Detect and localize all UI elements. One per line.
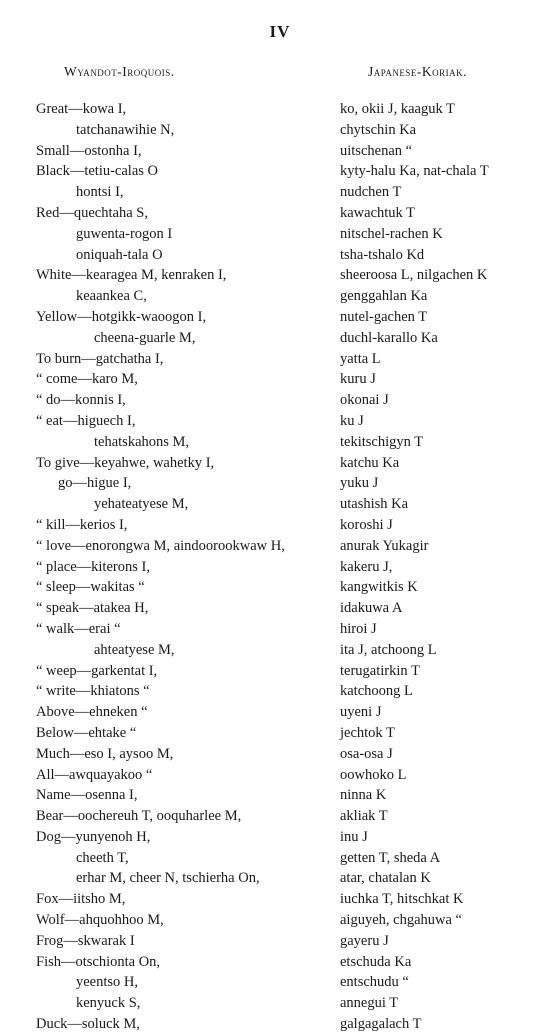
left-entry-line: go—higue I, — [58, 475, 132, 492]
right-entry-line: utashish Ka — [340, 496, 409, 513]
right-entry-line: kangwitkis K — [340, 579, 418, 596]
right-entry-line: tsha-tshalo Kd — [340, 246, 425, 263]
left-entry-line: White—kearagea M, kenraken I, — [36, 267, 227, 284]
left-entry-line: tehatskahons M, — [94, 433, 190, 450]
right-entry-line: uitschenan “ — [340, 142, 413, 159]
right-entry-line: nutel-gachen T — [340, 308, 428, 325]
right-entry-line: osa-osa J — [340, 745, 393, 762]
right-entry-line: atar, chatalan K — [340, 870, 431, 887]
right-entry-line: ita J, atchoong L — [340, 641, 437, 658]
left-entry-line: “ love—enorongwa M, aindoorookwaw H, — [36, 537, 285, 554]
left-column-header: Wyandot-Iroquois. — [64, 64, 175, 79]
page-number: IV — [269, 22, 291, 41]
right-entry-line: chytschin Ka — [340, 121, 417, 138]
right-entry-line: ku J — [340, 412, 364, 429]
right-entry-line: anurak Yukagir — [340, 537, 429, 554]
right-entry-line: kyty-halu Ka, nat-chala T — [340, 163, 489, 180]
right-entry-line: etschuda Ka — [340, 953, 412, 970]
left-entry-line: Fox—iitsho M, — [36, 891, 126, 908]
right-entry-line: annegui T — [340, 995, 399, 1012]
left-entry-line: oniquah-tala O — [76, 246, 163, 263]
left-entry-line: Bear—oochereuh T, ooquharlee M, — [36, 808, 242, 825]
right-entry-line: akliak T — [340, 808, 388, 825]
right-entry-line: hiroi J — [340, 620, 377, 637]
left-entry-line: Small—ostonha I, — [36, 142, 142, 159]
left-entry-line: “ do—konnis I, — [36, 392, 126, 409]
japanese-koriak-column — [340, 99, 550, 1035]
left-entry-line: yehateatyese M, — [94, 496, 189, 513]
left-entry-line: To burn—gatchatha I, — [36, 350, 164, 367]
right-entry-line: ninna K — [340, 787, 387, 804]
left-entry-line: “ weep—garkentat I, — [36, 662, 158, 679]
right-entry-line: kuru J — [340, 371, 376, 388]
right-entry-line: kakeru J, — [340, 558, 393, 575]
left-entry-line: “ come—karo M, — [36, 371, 138, 388]
right-entry-line: koroshi J — [340, 516, 393, 533]
left-entry-line: Great—kowa I, — [36, 101, 127, 117]
left-entry-line: erhar M, cheer N, tschierha On, — [76, 870, 260, 887]
left-entry-line: To give—keyahwe, wahetky I, — [36, 454, 215, 471]
right-entry-line: idakuwa A — [340, 600, 403, 617]
left-entry-line: Dog—yunyenoh H, — [36, 828, 151, 845]
left-entry-line: “ walk—erai “ — [36, 620, 121, 637]
right-entry-line: genggahlan Ka — [340, 288, 428, 305]
left-entry-line: All—awquayakoo “ — [36, 766, 153, 783]
left-entry-line: yeentso H, — [76, 974, 139, 991]
right-entry-line: nudchen T — [340, 184, 402, 201]
left-entry-line: Yellow—hotgikk-waoogon I, — [36, 308, 207, 325]
right-entry-line: ko, okii J, kaaguk T — [340, 101, 455, 117]
right-entry-line: entschudu “ — [340, 974, 409, 991]
left-entry-line: cheena-guarle M, — [94, 329, 196, 346]
left-entry-line: Fish—otschionta On, — [36, 953, 161, 970]
left-entry-line: “ place—kiterons I, — [36, 558, 150, 575]
right-entry-line: sheeroosa L, nilgachen K — [340, 267, 488, 284]
right-entry-line: katchoong L — [340, 683, 413, 700]
right-entry-line: oowhoko L — [340, 766, 407, 783]
right-entry-line: yatta L — [340, 350, 381, 367]
right-entry-line: nitschel-rachen K — [340, 225, 443, 242]
right-entry-line: duchl-karallo Ka — [340, 329, 438, 346]
right-column-header: Japanese-Koriak. — [368, 64, 468, 79]
left-entry-line: kenyuck S, — [76, 995, 141, 1012]
right-entry-line: galgagalach T — [340, 1016, 422, 1033]
left-entry-line: Above—ehneken “ — [36, 704, 148, 721]
right-entry-line: uyeni J — [340, 704, 382, 721]
left-entry-line: Below—ehtake “ — [36, 724, 137, 741]
left-entry-line: Wolf—ahquohhoo M, — [36, 912, 164, 929]
left-entry-line: “ speak—atakea H, — [36, 600, 149, 617]
left-entry-line: “ write—khiatons “ — [36, 683, 150, 700]
left-entry-line: Frog—skwarak I — [36, 932, 135, 949]
right-entry-line: iuchka T, hitschkat K — [340, 891, 464, 908]
left-entry-line: Duck—soluck M, — [36, 1016, 140, 1033]
right-entry-line: jechtok T — [340, 724, 395, 741]
left-entry-line: cheeth T, — [76, 849, 129, 866]
right-entry-line: getten T, sheda A — [340, 849, 441, 866]
left-entry-line: Black—tetiu-calas O — [36, 163, 158, 180]
right-entry-line: aiguyeh, chgahuwa “ — [340, 912, 462, 929]
left-entry-line: guwenta-rogon I — [76, 225, 173, 242]
right-entry-line: kawachtuk T — [340, 204, 416, 221]
left-entry-line: hontsi I, — [76, 184, 124, 201]
wyandot-iroquois-column — [36, 99, 336, 1035]
right-entry-line: yuku J — [340, 475, 379, 492]
left-entry-line: keaankea C, — [76, 288, 147, 305]
right-entry-line: inu J — [340, 828, 368, 845]
right-entry-line: terugatirkin T — [340, 662, 420, 679]
right-entry-line: katchu Ka — [340, 454, 400, 471]
left-entry-line: ahteatyese M, — [94, 641, 175, 658]
left-entry-line: Name—osenna I, — [36, 787, 138, 804]
left-entry-line: Red—quechtaha S, — [36, 204, 148, 221]
right-entry-line: tekitschigyn T — [340, 433, 424, 450]
right-entry-line: gayeru J — [340, 932, 389, 949]
left-entry-line: “ sleep—wakitas “ — [36, 579, 145, 596]
left-entry-line: tatchanawihie N, — [76, 121, 175, 138]
right-entry-line: okonai J — [340, 392, 389, 409]
left-entry-line: “ kill—kerios I, — [36, 516, 128, 533]
left-entry-line: Much—eso I, aysoo M, — [36, 745, 174, 762]
left-entry-line: “ eat—higuech I, — [36, 412, 136, 429]
